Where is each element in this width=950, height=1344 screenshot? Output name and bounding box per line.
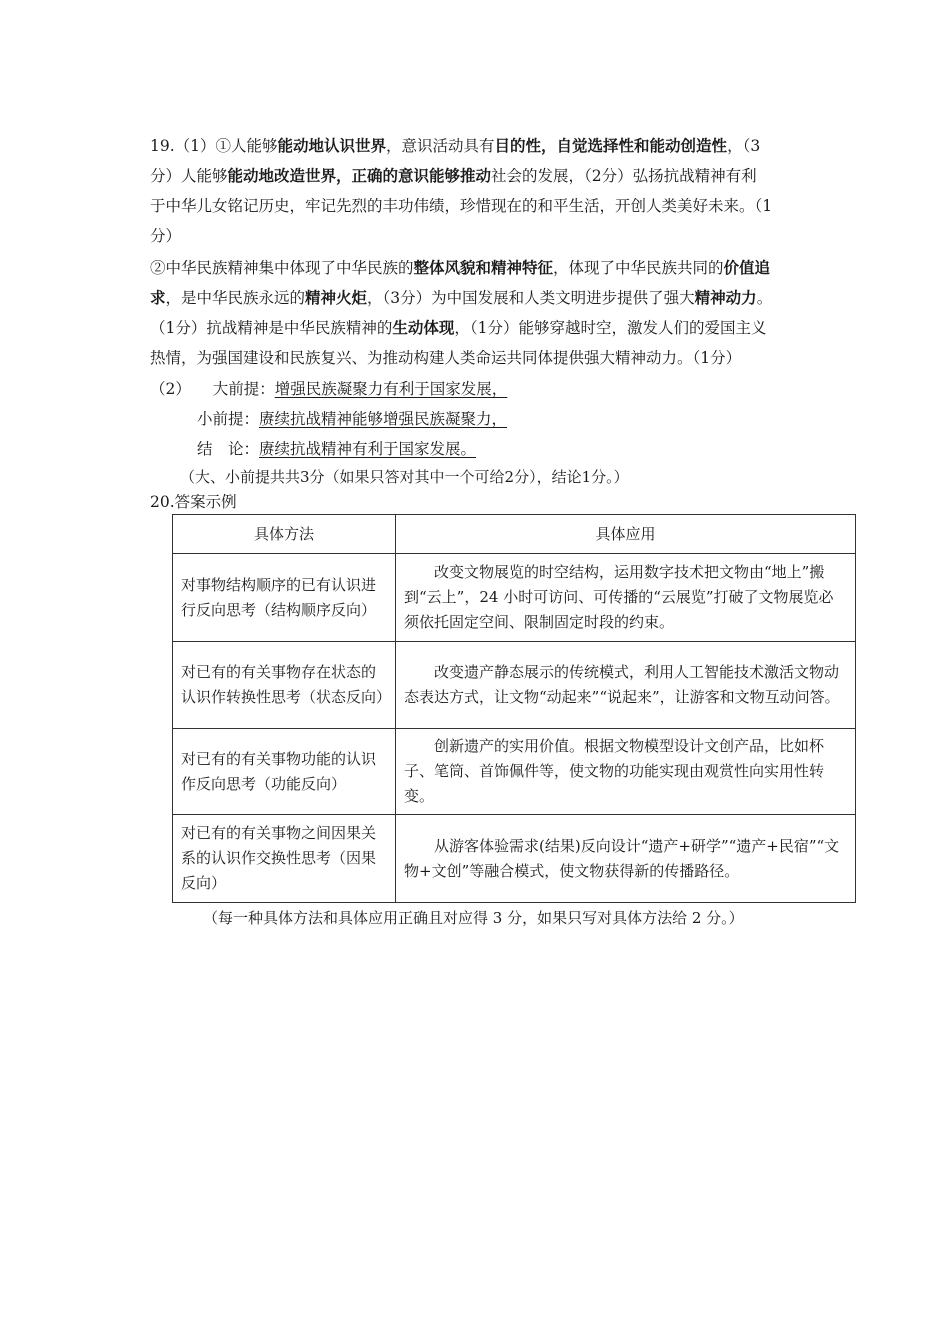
method-cell: 对事物结构顺序的已有认识进行反向思考（结构顺序反向）: [173, 554, 396, 642]
method-cell: 对已有的有关事物之间因果关系的认识作交换性思考（因果反向）: [173, 815, 396, 903]
q19-p1-line4: 分）: [150, 227, 182, 245]
syllogism-conclusion: [197, 438, 476, 460]
conclusion-label: 结 论：: [197, 440, 260, 458]
application-cell: 改变遗产静态展示的传统模式，利用人工智能技术激活文物动态表达方式，让文物“动起来”“说起来”，让游客和文物互动问答。: [396, 642, 856, 729]
q20-scoring-note: （每一种具体方法和具体应用正确且对应得 3 分，如果只写对具体方法给 2 分。）: [203, 909, 744, 927]
table-row: [173, 815, 856, 903]
application-cell: 从游客体验需求(结果)反向设计“遗产+研学”“遗产+民宿”“文物+文创”等融合模式，使文物获得新的传播路径。: [396, 815, 856, 903]
syllogism-minor: [197, 408, 507, 430]
q19-p2-line3: （1分）抗战精神是中华民族精神的生动体现，（1分）能够穿越时空，激发人们的爱国主义: [150, 318, 767, 337]
table-row: [173, 729, 856, 815]
minor-premise-label: 小前提：: [197, 410, 260, 428]
syllogism-major: [150, 378, 507, 400]
minor-premise: 赓续抗战精神能够增强民族凝聚力，: [259, 410, 508, 428]
application-cell: 创新遗产的实用价值。根据文物模型设计文创产品，比如杯子、笔筒、首饰佩件等，使文物的功能实现由观赏性向实用性转变。: [396, 729, 856, 815]
conclusion: 赓续抗战精神有利于国家发展。: [259, 440, 477, 458]
application-cell: 改变文物展览的时空结构，运用数字技术把文物由“地上”搬到“云上”，24 小时可访问、可传播的“云展览”打破了文物展览必须依托固定空间、限制固定时段的约束。: [396, 554, 856, 642]
q19-p2-line2: 求，是中华民族永远的精神火炬，（3分）为中国发展和人类文明进步提供了强大精神动力。: [150, 288, 773, 307]
major-premise: 增强民族凝聚力有利于国家发展，: [274, 380, 508, 398]
answer-table: [172, 514, 856, 903]
syllogism-scoring-note: （大、小前提共共3分（如果只答对其中一个可给2分），结论1分。）: [180, 468, 629, 486]
table-row: [173, 642, 856, 729]
header-method: 具体方法: [173, 515, 396, 554]
table-row: [173, 554, 856, 642]
q19-p2-line4: 热情，为强国建设和民族复兴、为推动构建人类命运共同体提供强大精神动力。（1分）: [150, 349, 742, 367]
q19-p1-line2: 分）人能够能动地改造世界，正确的意识能够推动社会的发展，（2分）弘扬抗战精神有利: [150, 166, 757, 185]
q20-heading: 20.答案示例: [150, 493, 237, 511]
major-premise-label: 大前提：: [212, 380, 275, 398]
table-header-row: [173, 515, 856, 554]
q19-p1-line3: 于中华儿女铭记历史，牢记先烈的丰功伟绩，珍惜现在的和平生活，开创人类美好未来。（1: [150, 197, 773, 215]
part2-prefix: （2）: [150, 380, 191, 398]
method-cell: 对已有的有关事物功能的认识作反向思考（功能反向）: [173, 729, 396, 815]
method-cell: 对已有的有关事物存在状态的认识作转换性思考（状态反向）: [173, 642, 396, 729]
q19-p2-line1: ②中华民族精神集中体现了中华民族的整体风貌和精神特征，体现了中华民族共同的价值追: [150, 258, 771, 277]
q19-p1-line1: 19.（1）①人能够能动地认识世界，意识活动具有目的性，自觉选择性和能动创造性，（3: [150, 136, 761, 155]
header-application: 具体应用: [396, 515, 856, 554]
